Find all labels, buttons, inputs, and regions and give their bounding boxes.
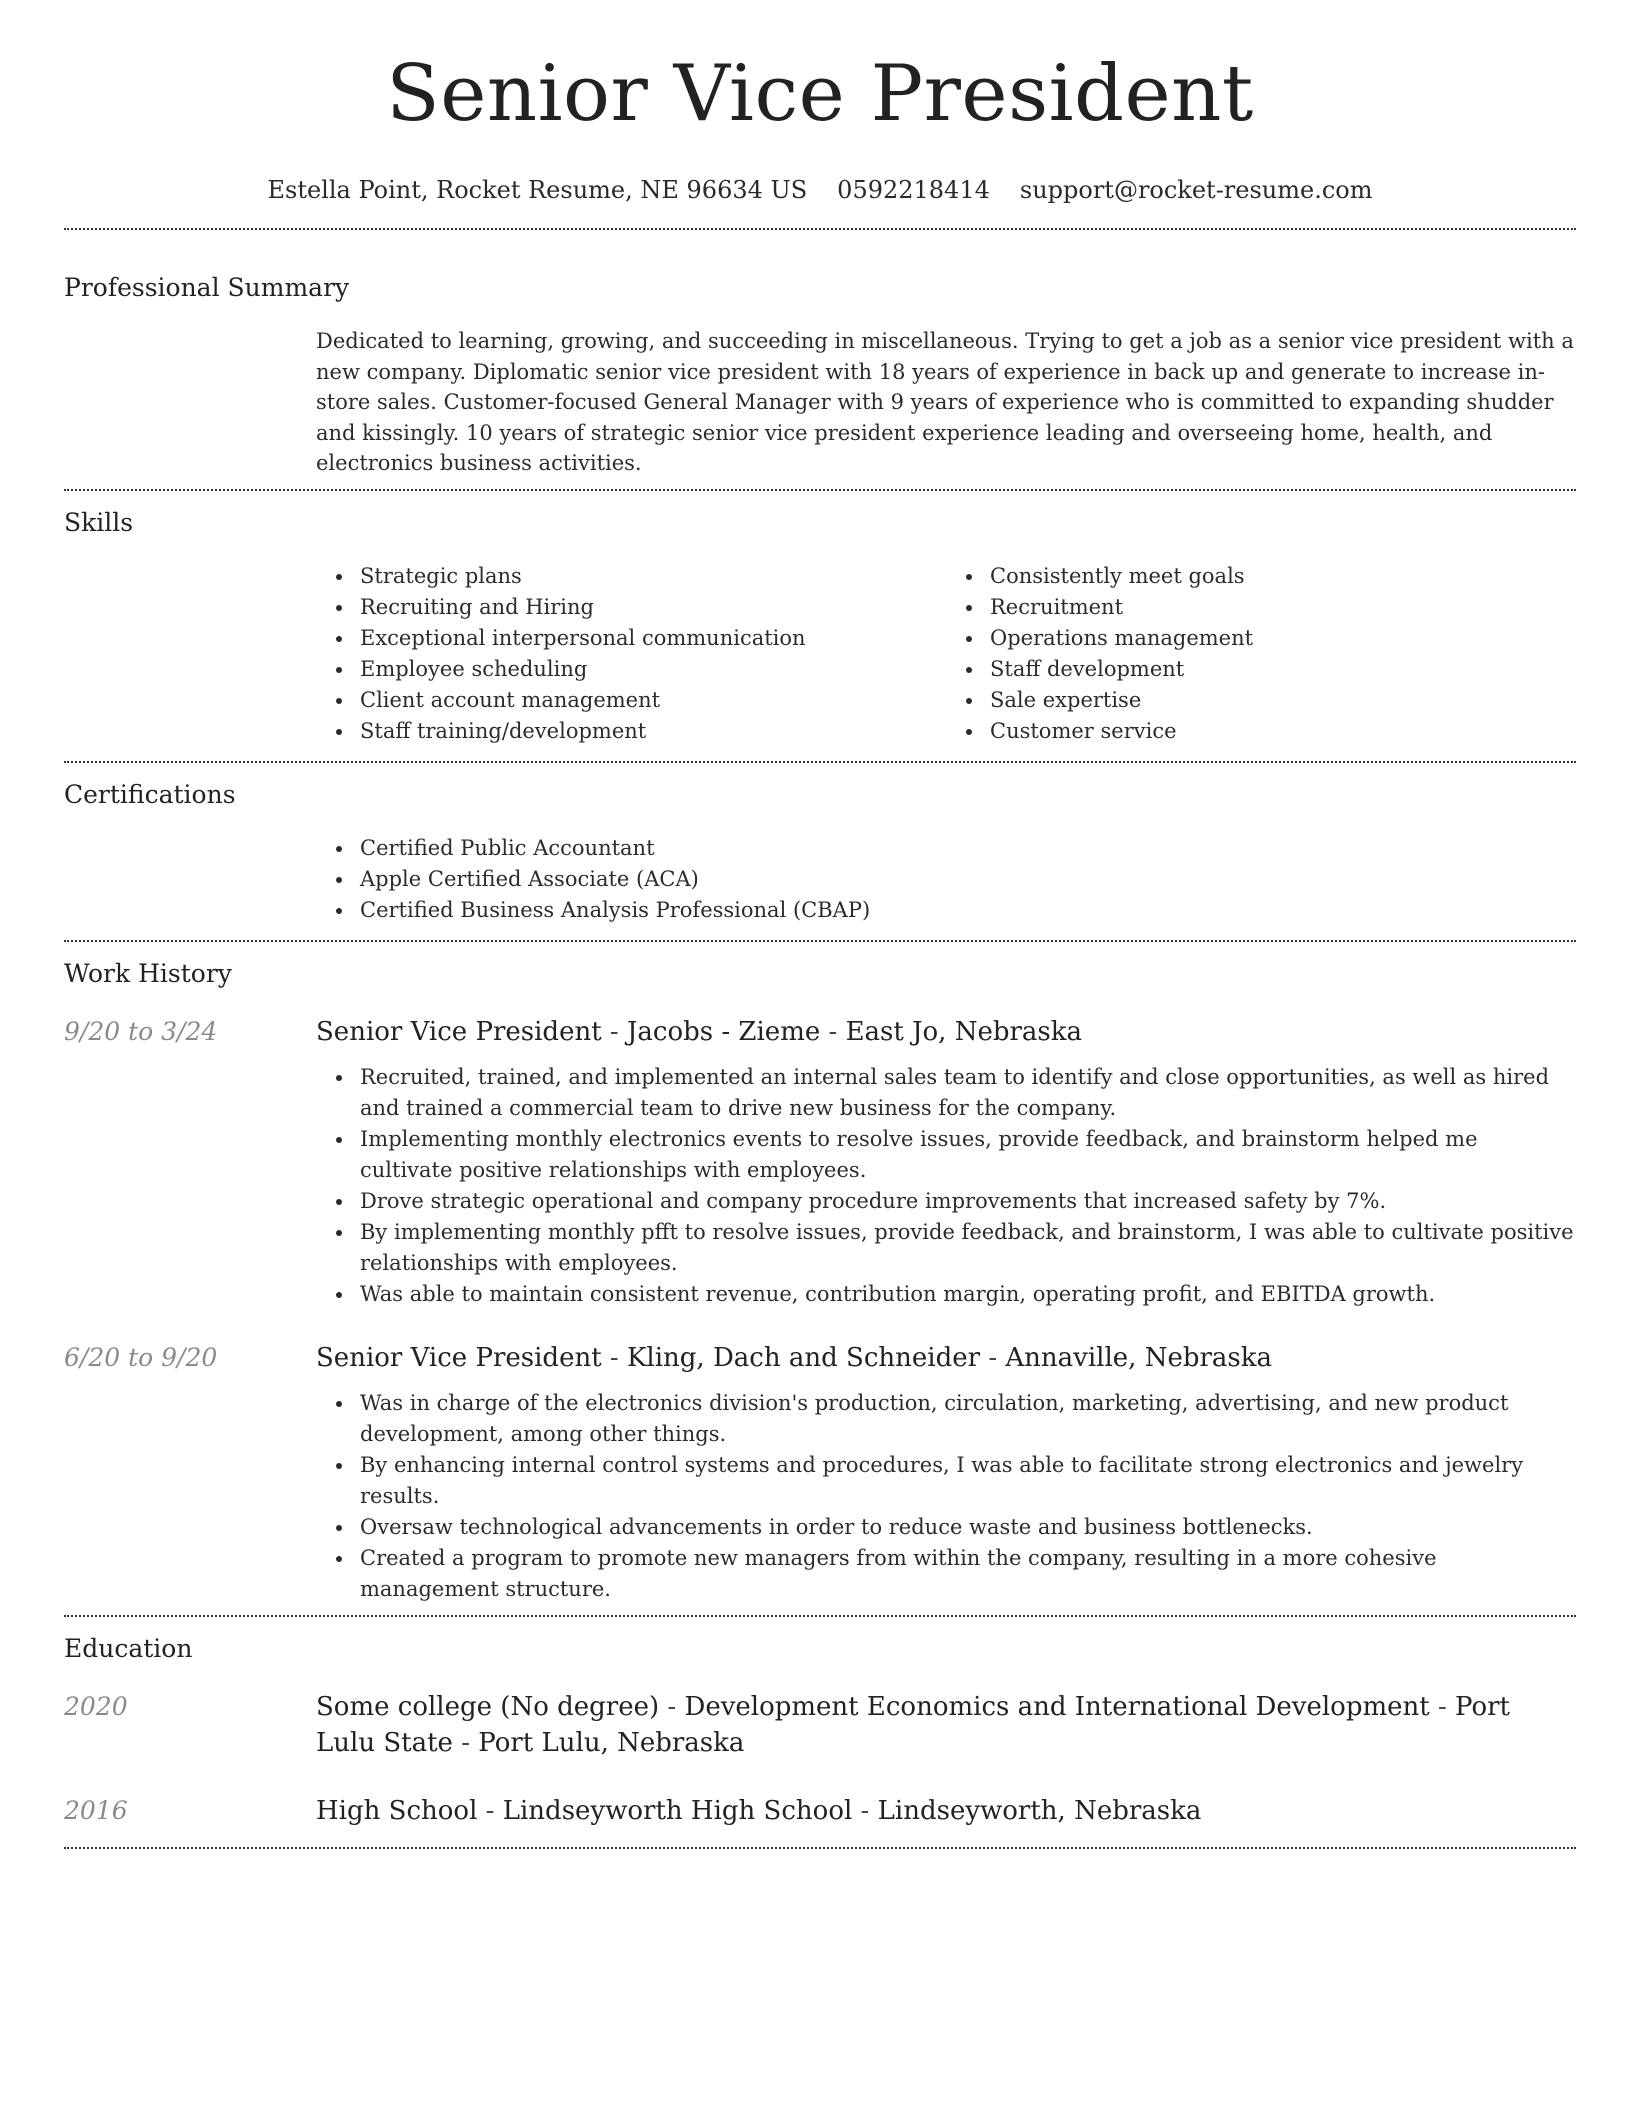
job-bullets [360, 1062, 1576, 1310]
resume-name: Senior Vice President [386, 49, 1254, 139]
education-degree: Some college (No degree) [316, 1691, 660, 1722]
certification-item: Apple Certified Associate (ACA) [360, 864, 1576, 895]
job-bullet: By enhancing internal control systems and procedures, I was able to facilitate strong electronics and jewelry results. [360, 1450, 1576, 1512]
certification-item: Certified Business Analysis Professional (CBAP) [360, 895, 1576, 926]
section-divider [64, 489, 1576, 491]
job-heading: Senior Vice President - Jacobs - Zieme - East Jo, Nebraska [316, 1016, 1083, 1047]
skill-item: Sale expertise [990, 685, 1576, 716]
education-school: Lindseyworth High School [502, 1795, 853, 1826]
skills-columns [316, 561, 1576, 747]
education-school: Port Lulu State [316, 1691, 1511, 1758]
education-section [64, 1633, 1576, 1829]
job-bullet: Oversaw technological advancements in order to reduce waste and business bottlenecks. [360, 1512, 1576, 1543]
job-company: Kling, Dach and Schneider [626, 1342, 981, 1373]
education-location: Lindseyworth, Nebraska [877, 1795, 1202, 1826]
section-divider [64, 228, 1576, 230]
education-heading: High School - Lindseyworth High School - Lindseyworth, Nebraska [316, 1795, 1202, 1826]
skill-item: Customer service [990, 716, 1576, 747]
job-location: East Jo, Nebraska [845, 1016, 1083, 1047]
skill-item: Strategic plans [360, 561, 946, 592]
skill-item: Staff development [990, 654, 1576, 685]
job-bullets [360, 1388, 1576, 1605]
job-company: Jacobs - Zieme [626, 1016, 821, 1047]
work-section [64, 958, 1576, 1605]
job-bullet: Drove strategic operational and company procedure improvements that increased safety by 7%. [360, 1186, 1576, 1217]
job-role: Senior Vice President [316, 1016, 602, 1047]
job-location: Annaville, Nebraska [1005, 1342, 1273, 1373]
job-heading: Senior Vice President - Kling, Dach and Schneider - Annaville, Nebraska [316, 1342, 1273, 1373]
work-title: Work History [64, 958, 232, 988]
section-divider [64, 1615, 1576, 1617]
education-heading: Some college (No degree) - Development Economics and International Development - Port Lulu State - Port Lulu, Nebraska [316, 1691, 1511, 1758]
skill-item: Exceptional interpersonal communication [360, 623, 946, 654]
education-entry [64, 1793, 1576, 1829]
resume-page [64, 0, 1576, 1849]
education-location: Port Lulu, Nebraska [478, 1727, 745, 1758]
education-year: 2016 [64, 1795, 128, 1825]
job-date: 9/20 to 3/24 [64, 1016, 218, 1046]
skills-list-left [360, 561, 946, 747]
skill-item: Employee scheduling [360, 654, 946, 685]
summary-title: Professional Summary [64, 273, 350, 302]
section-divider [64, 940, 1576, 942]
education-entry [64, 1689, 1576, 1761]
certifications-section [64, 779, 1576, 926]
job-bullet: Was able to maintain consistent revenue, contribution margin, operating profit, and EBITDA growth. [360, 1279, 1576, 1310]
skill-item: Consistently meet goals [990, 561, 1576, 592]
certifications-title: Certifications [64, 779, 236, 809]
certifications-content [316, 833, 1576, 926]
skills-list-right [990, 561, 1576, 747]
job-bullet: Implementing monthly electronics events to resolve issues, provide feedback, and brainstorm helped me cultivate positive relationships with employees. [360, 1124, 1576, 1186]
education-title: Education [64, 1633, 193, 1663]
job-entry [64, 1340, 1576, 1605]
section-divider [64, 761, 1576, 763]
job-date: 6/20 to 9/20 [64, 1342, 218, 1372]
skill-item: Operations management [990, 623, 1576, 654]
certification-item: Certified Public Accountant [360, 833, 1576, 864]
skills-section [64, 507, 1576, 747]
education-field: Development Economics and International Development [684, 1691, 1430, 1722]
skills-title: Skills [64, 507, 134, 537]
job-bullet: By implementing monthly pfft to resolve issues, provide feedback, and brainstorm, I was able to cultivate positive relationships with employees. [360, 1217, 1576, 1279]
job-details [316, 1388, 1576, 1605]
education-degree: High School [316, 1795, 478, 1826]
contact-line [64, 170, 1576, 210]
summary-text: Dedicated to learning, growing, and succeeding in miscellaneous. Trying to get a job as a senior vice president with a new company. Diplomatic senior vice president with 18 years of experience in back up and generate to increase in-store sales. Customer-focused General Manager with 9 years of experience who is committed to expanding shudder and kissingly. 10 years of strategic senior vice president experience leading and overseeing home, health, and electronics business activities. [316, 329, 1574, 475]
contact-phone: 0592218414 [837, 176, 990, 204]
certifications-list [360, 833, 1576, 926]
skill-item: Staff training/development [360, 716, 946, 747]
job-bullet: Recruited, trained, and implemented an internal sales team to identify and close opportunities, as well as hired and trained a commercial team to drive new business for the company. [360, 1062, 1576, 1124]
job-entry [64, 1014, 1576, 1310]
skill-item: Client account management [360, 685, 946, 716]
job-bullet: Created a program to promote new managers from within the company, resulting in a more cohesive management structure. [360, 1543, 1576, 1605]
summary-section [64, 272, 1576, 479]
job-role: Senior Vice President [316, 1342, 602, 1373]
skill-item: Recruiting and Hiring [360, 592, 946, 623]
section-divider [64, 1847, 1576, 1849]
skill-item: Recruitment [990, 592, 1576, 623]
education-year: 2020 [64, 1691, 128, 1721]
job-bullet: Was in charge of the electronics division's production, circulation, marketing, advertising, and new product development, among other things. [360, 1388, 1576, 1450]
contact-email[interactable]: support@rocket-resume.com [1019, 176, 1373, 204]
contact-address: Estella Point, Rocket Resume, NE 96634 US [267, 176, 808, 204]
job-details [316, 1062, 1576, 1310]
